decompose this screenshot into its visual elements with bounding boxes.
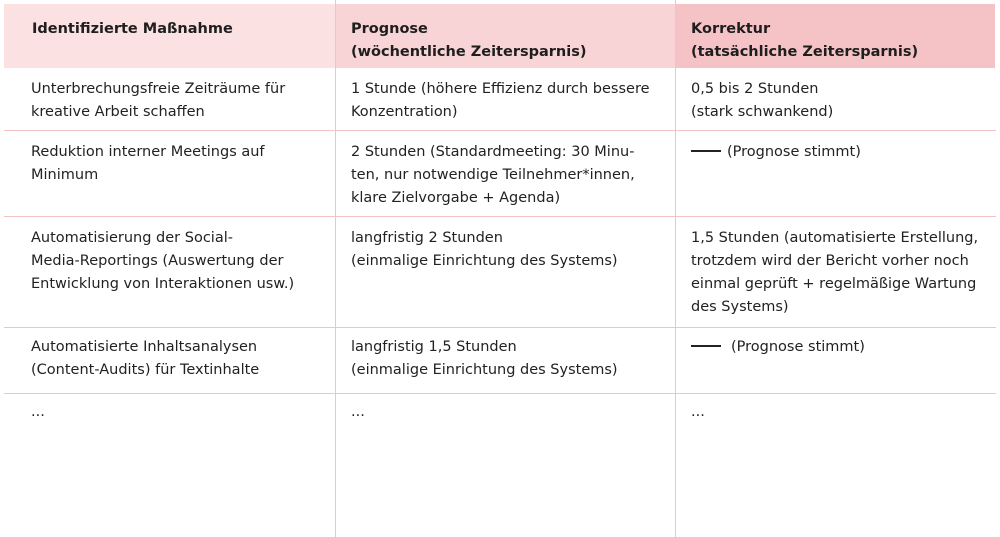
table-cell-correction [691, 141, 996, 164]
table-cell-measure: Reduktion interner Meetings auf Minimum [31, 144, 265, 183]
dash-line [691, 150, 721, 152]
column-divider [675, 0, 676, 537]
table-cell-correction [691, 336, 996, 359]
table-cell-forecast: 1 Stunde (höhere Effizienz durch bessere Konzentration) [351, 81, 650, 120]
table-cell-measure: Unterbrechungsfreie Zeiträume für kreative Arbeit schaffen [31, 81, 286, 120]
header-measure [4, 4, 335, 68]
header-correction-label: Korrektur (tatsächliche Zeitersparnis) [691, 21, 919, 60]
table-cell-correction: 1,5 Stunden (automatisierte Erstellung, trotzdem wird der Bericht vorher noch einmal geprüft + regelmäßige Wartung des Systems) [691, 230, 979, 315]
table-cell-measure: Automatisierte Inhaltsanalysen (Content-Audits) für Textinhalte [31, 339, 260, 378]
row-divider [4, 130, 996, 131]
dash-line [691, 345, 721, 347]
table-cell-forecast: langfristig 2 Stunden (einmalige Einrichtung des Systems) [351, 230, 618, 269]
header-forecast-label: Prognose (wöchentliche Zeitersparnis) [351, 21, 587, 60]
header-forecast [335, 4, 675, 68]
table-cell-forecast: ... [351, 404, 365, 420]
table-cell-forecast: langfristig 1,5 Stunden (einmalige Einrichtung des Systems) [351, 339, 618, 378]
table-cell-forecast: 2 Stunden (Standardmeeting: 30 Minu- ten, nur notwendige Teilnehmer*innen, klare Zielvorgabe + Agenda) [351, 144, 635, 206]
row-divider [4, 327, 996, 328]
correction-text: (Prognose stimmt) [727, 144, 861, 160]
correction-text: (Prognose stimmt) [731, 339, 865, 355]
table-cell-correction: ... [691, 404, 705, 420]
row-divider [4, 393, 996, 394]
table-cell-measure: ... [31, 404, 45, 420]
column-divider [335, 0, 336, 537]
table-cell-measure: Automatisierung der Social- Media-Reportings (Auswertung der Entwicklung von Interaktionen usw.) [31, 230, 295, 292]
header-correction [675, 4, 995, 68]
table-cell-correction: 0,5 bis 2 Stunden (stark schwankend) [691, 81, 834, 120]
row-divider [4, 216, 996, 217]
header-measure-label: Identifizierte Maßnahme [32, 21, 233, 37]
